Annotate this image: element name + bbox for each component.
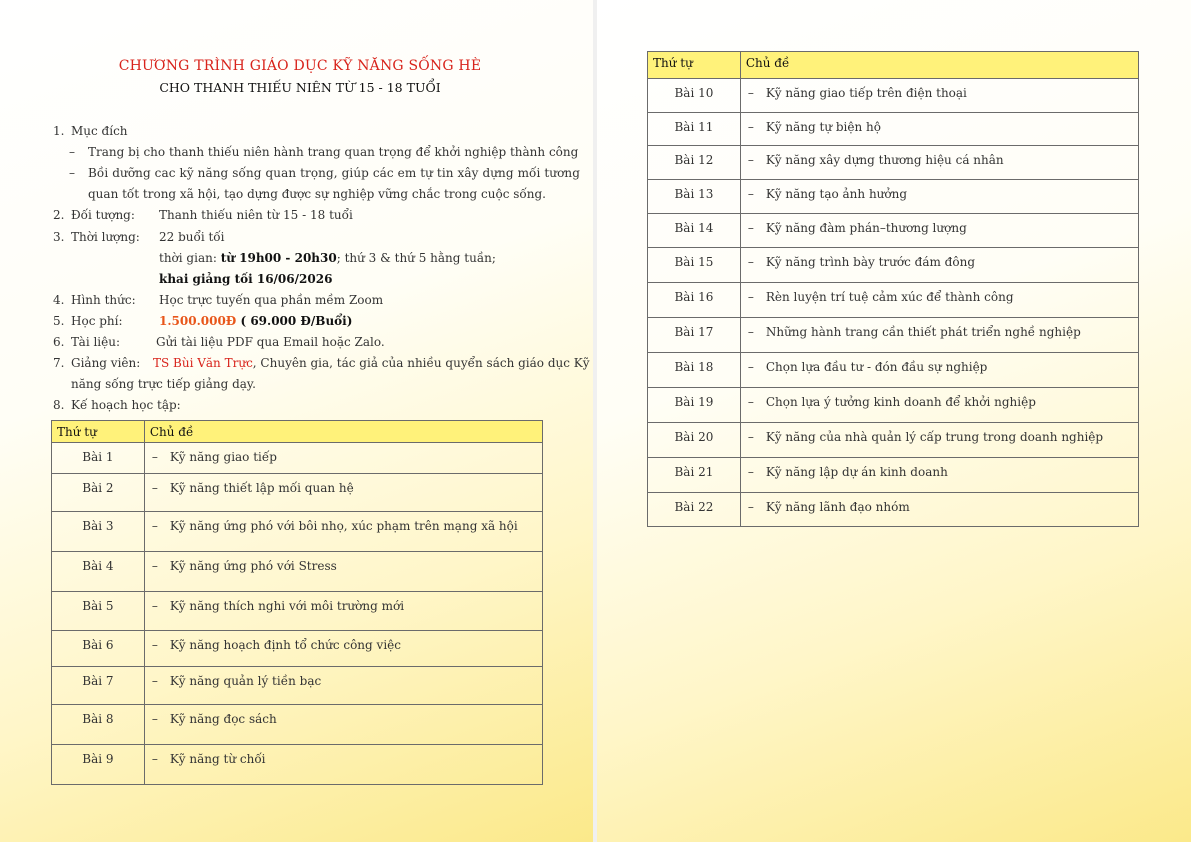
dash: –	[747, 153, 754, 167]
target-label: Đối tượng:	[71, 208, 135, 222]
lesson-number: Bài 8	[52, 705, 145, 745]
lesson-number: Bài 14	[648, 214, 741, 248]
lesson-topic: Kỹ năng tự biện hộ	[765, 120, 881, 134]
table-row	[648, 180, 1139, 214]
lesson-topic-cell	[740, 318, 1138, 353]
teacher-line	[153, 356, 590, 370]
fee-label: Học phí:	[71, 314, 123, 328]
table-header-row	[648, 52, 1139, 79]
lesson-topic-cell	[740, 388, 1138, 423]
header-topic: Chủ đề	[144, 421, 542, 443]
opening-date: khai giảng tối 16/06/2026	[159, 272, 333, 286]
lesson-table-left	[51, 420, 543, 785]
lesson-topic: Kỹ năng lập dự án kinh doanh	[765, 465, 948, 479]
lesson-topic: Kỹ năng giao tiếp	[169, 450, 277, 464]
dash: –	[151, 599, 158, 613]
table-row	[648, 113, 1139, 146]
lesson-number: Bài 22	[648, 493, 741, 527]
table-row	[648, 214, 1139, 248]
table-row	[648, 493, 1139, 527]
table-row	[52, 745, 543, 785]
lesson-number: Bài 10	[648, 79, 741, 113]
table-row	[52, 552, 543, 592]
schedule-time	[159, 251, 496, 265]
purpose-number: 1.	[53, 124, 65, 138]
plan-label: Kế hoạch học tập:	[71, 398, 181, 412]
target-value: Thanh thiếu niên từ 15 - 18 tuổi	[159, 208, 353, 222]
purpose-item-2b: quan tốt trong xã hội, tạo dựng được sự nghiệp vững chắc trong cuộc sống.	[88, 187, 546, 201]
dash: –	[151, 674, 158, 688]
lesson-table-right	[647, 51, 1139, 527]
table-row	[52, 592, 543, 631]
lesson-topic: Kỹ năng thích nghi với môi trường mới	[169, 599, 405, 613]
lesson-topic: Chọn lựa đầu tư - đón đầu sự nghiệp	[765, 360, 988, 374]
lesson-topic-cell	[144, 745, 542, 785]
lesson-topic: Những hành trang cần thiết phát triển nghề nghiệp	[765, 325, 1081, 339]
lesson-topic-cell	[740, 283, 1138, 318]
table-row	[648, 353, 1139, 388]
dash: –	[747, 290, 754, 304]
table-row	[52, 705, 543, 745]
dash: –	[151, 481, 158, 495]
lesson-topic-cell	[740, 493, 1138, 527]
lesson-topic: Kỹ năng ứng phó với Stress	[169, 559, 337, 573]
lesson-number: Bài 7	[52, 667, 145, 705]
duration-number: 3.	[53, 230, 65, 244]
lesson-topic-cell	[740, 423, 1138, 458]
dash: –	[747, 187, 754, 201]
duration-label: Thời lượng:	[71, 230, 140, 244]
target-number: 2.	[53, 208, 65, 222]
purpose-dash-1: –	[69, 145, 75, 159]
document-title: CHƯƠNG TRÌNH GIÁO DỤC KỸ NĂNG SỐNG HÈ	[118, 58, 482, 74]
purpose-item-2a: Bồi dưỡng cac kỹ năng sống quan trọng, giúp các em tự tin xây dựng mối tương	[88, 166, 581, 180]
dash: –	[151, 519, 158, 533]
dash: –	[747, 395, 754, 409]
lesson-topic-cell	[144, 443, 542, 474]
lesson-topic-cell	[144, 512, 542, 552]
right-page	[597, 0, 1191, 842]
lesson-topic: Kỹ năng xây dựng thương hiệu cá nhân	[765, 153, 1004, 167]
lesson-topic: Kỹ năng hoạch định tổ chức công việc	[169, 638, 401, 652]
lesson-number: Bài 16	[648, 283, 741, 318]
header-topic: Chủ đề	[740, 52, 1138, 79]
teacher-label: Giảng viên:	[71, 356, 141, 370]
table-header-row	[52, 421, 543, 443]
lesson-topic: Kỹ năng giao tiếp trên điện thoại	[765, 86, 967, 100]
table-row	[52, 667, 543, 705]
lesson-topic-cell	[144, 474, 542, 512]
material-value: Gửi tài liệu PDF qua Email hoặc Zalo.	[156, 335, 385, 349]
dash: –	[747, 500, 754, 514]
teacher-description-2: năng sống trực tiếp giảng dạy.	[71, 377, 256, 391]
table-row	[648, 248, 1139, 283]
dash: –	[747, 360, 754, 374]
lesson-topic-cell	[144, 705, 542, 745]
fee-value: 1.500.000Đ	[159, 314, 237, 328]
lesson-number: Bài 19	[648, 388, 741, 423]
lesson-topic-cell	[144, 552, 542, 592]
table-row	[52, 631, 543, 667]
lesson-topic: Kỹ năng của nhà quản lý cấp trung trong doanh nghiệp	[765, 430, 1104, 444]
lesson-topic: Kỹ năng lãnh đạo nhóm	[765, 500, 910, 514]
lesson-number: Bài 12	[648, 146, 741, 180]
fee-number: 5.	[53, 314, 65, 328]
lesson-topic-cell	[740, 248, 1138, 283]
lesson-topic-cell	[740, 353, 1138, 388]
dash: –	[151, 450, 158, 464]
lesson-number: Bài 15	[648, 248, 741, 283]
time-suffix: ; thứ 3 & thứ 5 hằng tuần;	[336, 251, 496, 265]
lesson-number: Bài 1	[52, 443, 145, 474]
header-order: Thứ tự	[648, 52, 741, 79]
table-row	[52, 512, 543, 552]
table-row	[648, 423, 1139, 458]
table-row	[648, 283, 1139, 318]
lesson-topic-cell	[740, 79, 1138, 113]
table-row	[648, 458, 1139, 493]
lesson-topic-cell	[144, 592, 542, 631]
dash: –	[747, 430, 754, 444]
table-row	[52, 474, 543, 512]
lesson-number: Bài 20	[648, 423, 741, 458]
lesson-topic-cell	[740, 214, 1138, 248]
lesson-topic-cell	[144, 667, 542, 705]
fee-note: ( 69.000 Đ/Buổi)	[236, 314, 353, 328]
table-row	[648, 318, 1139, 353]
table-row	[648, 79, 1139, 113]
time-hours: từ 19h00 - 20h30	[220, 251, 337, 265]
table-row	[648, 146, 1139, 180]
lesson-topic-cell	[144, 631, 542, 667]
teacher-name: TS Bùi Văn Trực	[153, 356, 253, 370]
lesson-number: Bài 2	[52, 474, 145, 512]
table-row	[52, 443, 543, 474]
lesson-topic: Kỹ năng đàm phán–thương lượng	[765, 221, 967, 235]
dash: –	[747, 86, 754, 100]
plan-number: 8.	[53, 398, 65, 412]
dash: –	[747, 221, 754, 235]
left-page	[0, 0, 593, 842]
duration-value: 22 buổi tối	[159, 230, 225, 244]
lesson-number: Bài 9	[52, 745, 145, 785]
lesson-number: Bài 18	[648, 353, 741, 388]
dash: –	[747, 120, 754, 134]
fee-line	[159, 314, 352, 328]
format-label: Hình thức:	[71, 293, 136, 307]
time-prefix: thời gian:	[159, 251, 221, 265]
lesson-number: Bài 4	[52, 552, 145, 592]
lesson-topic-cell	[740, 146, 1138, 180]
format-number: 4.	[53, 293, 65, 307]
lesson-topic: Kỹ năng quản lý tiền bạc	[169, 674, 322, 688]
dash: –	[151, 712, 158, 726]
lesson-topic: Kỹ năng từ chối	[169, 752, 266, 766]
dash: –	[747, 325, 754, 339]
lesson-topic: Kỹ năng ứng phó với bôi nhọ, xúc phạm trên mạng xã hội	[169, 519, 518, 533]
lesson-topic: Kỹ năng thiết lập mối quan hệ	[169, 481, 354, 495]
lesson-number: Bài 3	[52, 512, 145, 552]
lesson-topic: Kỹ năng đọc sách	[169, 712, 277, 726]
lesson-number: Bài 17	[648, 318, 741, 353]
purpose-item-1: Trang bị cho thanh thiếu niên hành trang quan trọng để khởi nghiệp thành công	[88, 145, 579, 159]
teacher-description: , Chuyên gia, tác giả của nhiều quyển sách giáo dục Kỹ	[252, 356, 590, 370]
document-subtitle: CHO THANH THIẾU NIÊN TỪ 15 - 18 TUỔI	[159, 80, 441, 95]
dash: –	[747, 465, 754, 479]
purpose-label: Mục đích	[71, 124, 128, 138]
lesson-topic-cell	[740, 113, 1138, 146]
material-number: 6.	[53, 335, 65, 349]
purpose-dash-2: –	[69, 166, 75, 180]
teacher-number: 7.	[53, 356, 65, 370]
table-row	[648, 388, 1139, 423]
lesson-topic: Rèn luyện trí tuệ cảm xúc để thành công	[765, 290, 1014, 304]
lesson-number: Bài 21	[648, 458, 741, 493]
dash: –	[151, 752, 158, 766]
dash: –	[747, 255, 754, 269]
lesson-topic-cell	[740, 180, 1138, 214]
lesson-topic: Kỹ năng tạo ảnh hưởng	[765, 187, 908, 201]
lesson-number: Bài 13	[648, 180, 741, 214]
dash: –	[151, 559, 158, 573]
lesson-topic: Chọn lựa ý tưởng kinh doanh để khởi nghiệp	[765, 395, 1036, 409]
format-value: Học trực tuyến qua phần mềm Zoom	[159, 293, 384, 307]
lesson-topic-cell	[740, 458, 1138, 493]
lesson-number: Bài 6	[52, 631, 145, 667]
dash: –	[151, 638, 158, 652]
material-label: Tài liệu:	[71, 335, 121, 349]
lesson-topic: Kỹ năng trình bày trước đám đông	[765, 255, 975, 269]
lesson-number: Bài 5	[52, 592, 145, 631]
header-order: Thứ tự	[52, 421, 145, 443]
lesson-number: Bài 11	[648, 113, 741, 146]
